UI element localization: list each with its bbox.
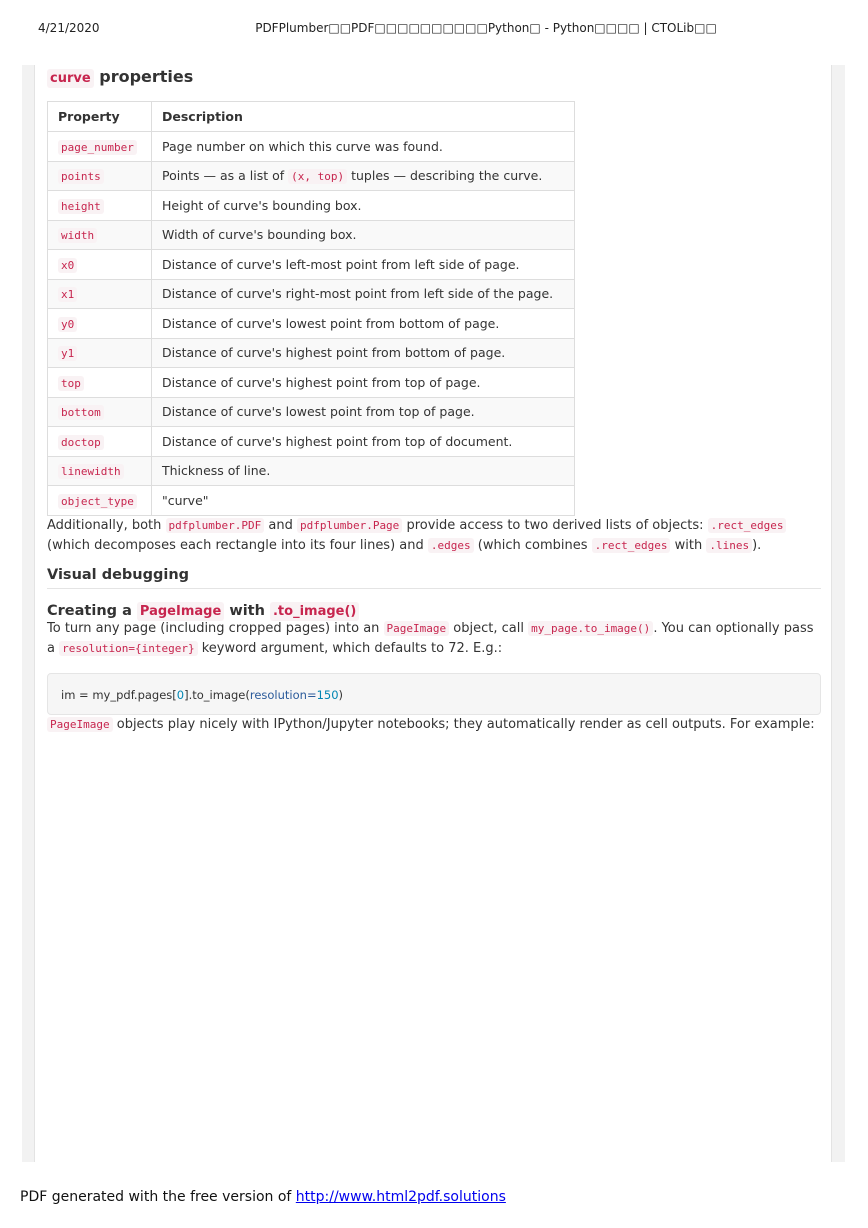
property-code: x0: [58, 258, 77, 273]
column-header-description: Description: [152, 102, 575, 132]
page-frame-right: [831, 65, 845, 1162]
property-cell: [48, 486, 152, 516]
pdf-footer: [20, 1189, 506, 1205]
description-cell: Distance of curve's right-most point from left side of the page.: [152, 279, 575, 309]
property-cell: [48, 368, 152, 398]
code-keyword: resolution: [249, 687, 307, 702]
inline-code: PageImage: [384, 621, 450, 636]
code-text: im = my_pdf.pages[: [61, 687, 177, 702]
paragraph-text: objects play nicely with IPython/Jupyter notebooks; they automatically render as cell outputs. For example:: [112, 716, 815, 732]
table-row: [48, 161, 575, 191]
description-cell: "curve": [152, 486, 575, 516]
property-cell: [48, 427, 152, 457]
inline-code: PageImage: [47, 717, 113, 732]
description-cell: Distance of curve's lowest point from bottom of page.: [152, 309, 575, 339]
table-row: [48, 132, 575, 162]
heading-text: properties: [99, 67, 194, 86]
description-text: Points — as a list of: [162, 168, 289, 184]
description-code: (x, top): [288, 169, 347, 184]
property-code: page_number: [58, 140, 137, 155]
paragraph-text: keyword argument, which defaults to 72. E.g.:: [197, 640, 503, 656]
property-code: points: [58, 169, 104, 184]
table-header-row: [48, 102, 575, 132]
property-cell: [48, 191, 152, 221]
paragraph-text: and: [264, 517, 297, 533]
table-row: [48, 456, 575, 486]
inline-code: .rect_edges: [708, 518, 787, 533]
jupyter-paragraph: [47, 715, 821, 735]
inline-code: .edges: [428, 538, 474, 553]
property-code: object_type: [58, 494, 137, 509]
table-row: [48, 279, 575, 309]
description-cell: Width of curve's bounding box.: [152, 220, 575, 250]
derived-lists-paragraph: [47, 516, 821, 556]
paragraph-text: object, call: [449, 620, 529, 636]
property-cell: [48, 220, 152, 250]
paragraph-text: ).: [752, 537, 762, 553]
paragraph-text: with: [670, 537, 707, 553]
property-cell: [48, 456, 152, 486]
description-cell: Page number on which this curve was found.: [152, 132, 575, 162]
property-cell: [48, 338, 152, 368]
inline-code: resolution={integer}: [59, 641, 197, 656]
inline-code: .rect_edges: [592, 538, 671, 553]
inline-code: my_page.to_image(): [528, 621, 653, 636]
heading-code-curve: curve: [47, 69, 94, 88]
header-title: PDFPlumber□□PDF□□□□□□□□□□Python□ - Python□□□□ | CTOLib□□: [255, 21, 717, 35]
table-row: [48, 397, 575, 427]
footer-link[interactable]: http://www.html2pdf.solutions: [295, 1189, 506, 1205]
page-frame-left: [22, 65, 35, 1162]
description-cell: Distance of curve's left-most point from left side of page.: [152, 250, 575, 280]
property-cell: [48, 132, 152, 162]
table-row: [48, 368, 575, 398]
description-cell: [152, 161, 575, 191]
description-cell: Height of curve's bounding box.: [152, 191, 575, 221]
property-code: linewidth: [58, 464, 124, 479]
property-cell: [48, 161, 152, 191]
creating-pageimage-heading: [47, 603, 821, 619]
property-code: x1: [58, 287, 77, 302]
to-image-paragraph: [47, 619, 821, 659]
table-row: [48, 309, 575, 339]
heading-text: with: [224, 602, 270, 619]
description-cell: Thickness of line.: [152, 456, 575, 486]
property-code: bottom: [58, 405, 104, 420]
paragraph-text: Additionally, both: [47, 517, 166, 533]
code-text: ): [338, 687, 344, 702]
paragraph-text: (which decomposes each rectangle into its four lines) and: [47, 537, 428, 553]
property-code: width: [58, 228, 97, 243]
paragraph-text: provide access to two derived lists of objects:: [402, 517, 708, 533]
description-cell: Distance of curve's highest point from bottom of page.: [152, 338, 575, 368]
property-code: doctop: [58, 435, 104, 450]
paragraph-text: To turn any page (including cropped pages) into an: [47, 620, 384, 636]
property-code: y1: [58, 346, 77, 361]
description-cell: Distance of curve's highest point from top of page.: [152, 368, 575, 398]
code-number: 150: [316, 687, 339, 702]
inline-code: .lines: [706, 538, 752, 553]
inline-code: pdfplumber.PDF: [166, 518, 265, 533]
table-row: [48, 191, 575, 221]
table-row: [48, 486, 575, 516]
paragraph-text: . You can optionally pass a: [47, 620, 814, 656]
description-text: tuples — describing the curve.: [347, 168, 543, 184]
description-cell: Distance of curve's lowest point from top of page.: [152, 397, 575, 427]
article-content: [47, 64, 821, 735]
inline-code: pdfplumber.Page: [297, 518, 402, 533]
heading-code: PageImage: [137, 602, 224, 621]
table-row: [48, 250, 575, 280]
description-cell: Distance of curve's highest point from top of document.: [152, 427, 575, 457]
property-cell: [48, 279, 152, 309]
table-row: [48, 220, 575, 250]
property-code: top: [58, 376, 84, 391]
table-row: [48, 427, 575, 457]
property-cell: [48, 309, 152, 339]
property-cell: [48, 250, 152, 280]
table-row: [48, 338, 575, 368]
code-number: 0: [176, 687, 185, 702]
paragraph-text: (which combines: [473, 537, 592, 553]
property-cell: [48, 397, 152, 427]
curve-properties-heading: [47, 64, 821, 90]
code-operator: =: [306, 687, 317, 702]
header-date: 4/21/2020: [38, 21, 100, 35]
column-header-property: Property: [48, 102, 152, 132]
footer-text: PDF generated with the free version of: [20, 1189, 296, 1205]
code-block: [47, 673, 821, 715]
property-code: height: [58, 199, 104, 214]
visual-debugging-heading: Visual debugging: [47, 567, 821, 589]
property-code: y0: [58, 317, 77, 332]
curve-properties-table: [47, 101, 575, 516]
heading-text: Creating a: [47, 602, 137, 619]
code-text: ].to_image(: [184, 687, 250, 702]
heading-code: .to_image(): [270, 602, 359, 621]
